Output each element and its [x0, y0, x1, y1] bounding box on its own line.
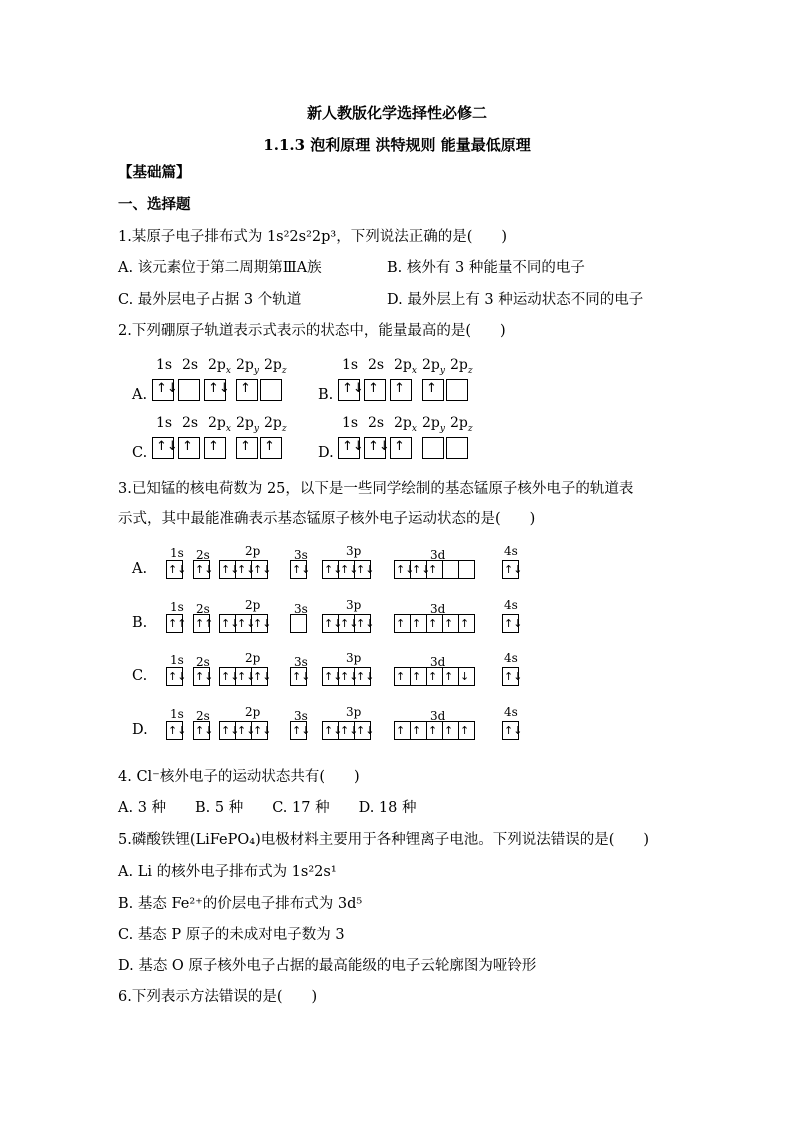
q3-orbital-box: [410, 614, 427, 633]
q3-orbital-box: [166, 560, 187, 579]
q3-orbital-box: [458, 667, 475, 686]
q3-orbital-label: 1s: [170, 653, 184, 667]
q2-orbital-label: $2p_y$: [236, 357, 259, 376]
q2-orbital-label: $2p_z$: [264, 415, 287, 434]
q3-stem-line1: 3.已知锰的核电荷数为 25，以下是一些同学绘制的基态锰原子核外电子的轨道表: [118, 481, 634, 497]
q3-orbital-box: [251, 614, 272, 633]
electron-arrow: ↑: [428, 563, 438, 576]
q2-option-letter: B.: [318, 387, 334, 403]
q3-orbital-box: [235, 560, 256, 579]
electron-arrow: ↑↓: [253, 563, 272, 576]
q3-orbital-label: 3p: [346, 705, 362, 719]
q3-orbital-box: [354, 614, 375, 633]
electron-arrow: ↑↓: [253, 724, 272, 737]
electron-arrow: ↑↑: [195, 617, 214, 630]
q3-orbital-box: [426, 560, 443, 579]
q3-orbital-box: [458, 721, 475, 740]
q2-orbital-label: $2p_y$: [236, 415, 259, 434]
q3-orbital-label: 2s: [196, 655, 210, 669]
q3-orbital-box: [458, 614, 475, 633]
q3-orbital-box: [442, 721, 459, 740]
q2-orbital-box: [152, 437, 178, 459]
electron-arrow: ↑↓: [292, 563, 311, 576]
q3-orbital-box: [290, 721, 311, 740]
electron-arrow: ↑↓: [168, 563, 187, 576]
electron-arrow: ↑↓: [156, 381, 178, 396]
q3-stem-line2: 示式，其中最能准确表示基态锰原子核外电子运动状态的是( ): [118, 511, 536, 527]
q3-orbital-label: 3d: [430, 655, 446, 669]
q3-orbital-box: [442, 667, 459, 686]
q3-orbital-label: 3d: [430, 548, 446, 562]
q3-orbital-box: [410, 721, 427, 740]
q2-orbital-label: $2p_z$: [264, 357, 287, 376]
q2-orbital-label: $2p_y$: [422, 357, 445, 376]
q2-orbital-box: [364, 379, 386, 401]
q3-orbital-label: 3p: [346, 544, 362, 558]
q3-orbital-box: [502, 560, 523, 579]
electron-arrow: ↑: [460, 724, 470, 737]
q2-orbital-label: 2s: [182, 415, 199, 431]
electron-arrow: ↑↓: [504, 724, 523, 737]
electron-arrow: ↑↓: [504, 563, 523, 576]
electron-arrow: ↑↓: [168, 670, 187, 683]
q2-orbital-box: [260, 437, 282, 459]
q2-stem: 2.下列硼原子轨道表示式表示的状态中，能量最高的是( ): [118, 323, 506, 339]
q3-orbital-label: 1s: [170, 707, 184, 721]
q3-orbital-box: [338, 560, 359, 579]
q3-orbital-label: 3s: [294, 548, 308, 562]
q3-orbital-box: [426, 614, 443, 633]
electron-arrow: ↑: [208, 439, 219, 454]
electron-arrow: ↑↓: [324, 563, 343, 576]
q3-orbital-label: 3s: [294, 655, 308, 669]
q3-orbital-box: [338, 614, 359, 633]
q3-orbital-box: [322, 721, 343, 740]
electron-arrow: ↑↓: [292, 724, 311, 737]
electron-arrow: ↑: [396, 670, 406, 683]
q3-orbital-box: [322, 667, 343, 686]
electron-arrow: ↑↓: [324, 724, 343, 737]
q3-orbital-label: 2s: [196, 709, 210, 723]
q2-orbital-box: [422, 437, 444, 459]
electron-arrow: ↑↓: [368, 439, 390, 454]
q2-orbital-label: 2s: [182, 357, 199, 373]
q2-orbital-box: [390, 379, 412, 401]
electron-arrow: ↑: [460, 617, 470, 630]
q3-orbital-box: [502, 614, 523, 633]
electron-arrow: ↑↓: [340, 563, 359, 576]
electron-arrow: ↑: [412, 724, 422, 737]
q2-orbital-box: [178, 379, 200, 401]
q3-orbital-box: [193, 614, 214, 633]
q3-orbital-box: [338, 667, 359, 686]
electron-arrow: ↑↓: [356, 724, 375, 737]
q3-orbital-box: [166, 614, 187, 633]
electron-arrow: ↑↓: [195, 724, 214, 737]
q3-orbital-box: [338, 721, 359, 740]
q4-stem: 4. Cl⁻核外电子的运动状态共有( ): [118, 769, 360, 785]
q5-option-c: C. 基态 P 原子的未成对电子数为 3: [118, 927, 345, 943]
q3-orbital-box: [502, 721, 523, 740]
q3-orbital-box: [219, 721, 240, 740]
q3-orbital-label: 4s: [504, 544, 518, 558]
electron-arrow: ↑↓: [253, 670, 272, 683]
electron-arrow: ↑↓: [356, 617, 375, 630]
section-tag: 【基础篇】: [118, 164, 191, 181]
electron-arrow: ↑↓: [292, 670, 311, 683]
q3-orbital-box: [394, 614, 411, 633]
q6-stem: 6.下列表示方法错误的是( ): [118, 989, 318, 1005]
q3-orbital-box: [251, 721, 272, 740]
q3-orbital-label: 3d: [430, 709, 446, 723]
q2-orbital-box: [364, 437, 390, 459]
electron-arrow: ↑↓: [237, 563, 256, 576]
q2-orbital-box: [446, 437, 468, 459]
q3-orbital-box: [219, 667, 240, 686]
q3-orbital-box: [410, 667, 427, 686]
q2-orbital-label: $2p_x$: [208, 415, 231, 434]
electron-arrow: ↑↓: [253, 617, 272, 630]
q2-orbital-label: $2p_x$: [394, 357, 417, 376]
q3-orbital-box: [219, 560, 240, 579]
q3-orbital-box: [193, 721, 214, 740]
electron-arrow: ↑: [412, 617, 422, 630]
q3-option-letter: A.: [132, 561, 148, 577]
q3-orbital-box: [219, 614, 240, 633]
q3-orbital-box: [322, 614, 343, 633]
q2-orbital-box: [178, 437, 200, 459]
electron-arrow: ↑↓: [396, 563, 415, 576]
electron-arrow: ↑↓: [208, 381, 230, 396]
q3-orbital-label: 2p: [245, 651, 261, 665]
q2-orbital-label: 2s: [368, 415, 385, 431]
q2-orbital-label: $2p_z$: [450, 357, 473, 376]
lesson-subtitle: 1.1.3 泡利原理 洪特规则 能量最低原理: [263, 136, 531, 154]
electron-arrow: ↑: [412, 670, 422, 683]
q3-orbital-label: 1s: [170, 546, 184, 560]
q2-orbital-label: 1s: [156, 357, 173, 373]
q3-option-letter: D.: [132, 722, 148, 738]
electron-arrow: ↑↑: [168, 617, 187, 630]
q1-option-a: A. 该元素位于第二周期第ⅢA族: [118, 260, 322, 276]
q2-orbital-box: [260, 379, 282, 401]
q2-orbital-box: [236, 437, 258, 459]
q4-options: A. 3 种 B. 5 种 C. 17 种 D. 18 种: [118, 800, 417, 816]
q2-orbital-box: [204, 379, 230, 401]
q3-option-letter: C.: [132, 668, 148, 684]
q2-orbital-label: $2p_x$: [394, 415, 417, 434]
q3-orbital-label: 2p: [245, 598, 261, 612]
q3-orbital-box: [290, 560, 311, 579]
q3-orbital-box: [410, 560, 431, 579]
q3-orbital-box: [394, 721, 411, 740]
q3-orbital-box: [354, 667, 375, 686]
q2-orbital-box: [204, 437, 226, 459]
electron-arrow: ↑: [428, 724, 438, 737]
q3-orbital-label: 3p: [346, 598, 362, 612]
q2-orbital-label: $2p_x$: [208, 357, 231, 376]
electron-arrow: ↑↓: [412, 563, 431, 576]
electron-arrow: ↑↓: [221, 670, 240, 683]
electron-arrow: ↑↓: [237, 670, 256, 683]
electron-arrow: ↑↓: [340, 617, 359, 630]
electron-arrow: ↑↓: [342, 381, 364, 396]
electron-arrow: ↑↓: [356, 563, 375, 576]
q3-orbital-box: [235, 667, 256, 686]
electron-arrow: ↑: [368, 381, 379, 396]
q3-orbital-box: [235, 614, 256, 633]
q3-orbital-box: [166, 667, 187, 686]
q3-orbital-box: [426, 667, 443, 686]
q3-orbital-label: 2s: [196, 548, 210, 562]
q2-orbital-box: [422, 379, 444, 401]
electron-arrow: ↑: [264, 439, 275, 454]
q3-orbital-box: [442, 614, 459, 633]
q3-orbital-box: [193, 560, 214, 579]
q1-stem: 1.某原子电子排布式为 1s²2s²2p³，下列说法正确的是( ): [118, 229, 508, 245]
q2-orbital-label: 1s: [342, 357, 359, 373]
q3-orbital-label: 4s: [504, 705, 518, 719]
q3-orbital-box: [166, 721, 187, 740]
q2-orbital-box: [152, 379, 178, 401]
q3-orbital-box: [290, 614, 307, 633]
q1-option-d: D. 最外层上有 3 种运动状态不同的电子: [387, 292, 644, 308]
electron-arrow: ↑: [240, 381, 251, 396]
electron-arrow: ↑↓: [237, 617, 256, 630]
q5-stem: 5.磷酸铁锂(LiFePO₄)电极材料主要用于各种锂离子电池。下列说法错误的是( ): [118, 832, 650, 848]
q3-orbital-box: [442, 560, 459, 579]
q3-orbital-box: [426, 721, 443, 740]
electron-arrow: ↑: [394, 381, 405, 396]
electron-arrow: ↑↓: [356, 670, 375, 683]
q2-orbital-label: 2s: [368, 357, 385, 373]
q3-orbital-label: 4s: [504, 598, 518, 612]
electron-arrow: ↓: [460, 670, 470, 683]
q3-orbital-label: 4s: [504, 651, 518, 665]
q3-option-letter: B.: [132, 615, 148, 631]
q1-option-b: B. 核外有 3 种能量不同的电子: [387, 260, 585, 276]
q2-orbital-box: [446, 379, 468, 401]
electron-arrow: ↑↓: [237, 724, 256, 737]
electron-arrow: ↑: [396, 724, 406, 737]
electron-arrow: ↑↓: [221, 617, 240, 630]
q3-orbital-box: [394, 667, 411, 686]
q2-orbital-label: 1s: [156, 415, 173, 431]
q3-orbital-box: [458, 560, 475, 579]
q3-orbital-box: [290, 667, 311, 686]
electron-arrow: ↑↓: [195, 670, 214, 683]
q3-orbital-box: [354, 721, 375, 740]
q3-orbital-label: 3s: [294, 602, 308, 616]
q3-orbital-label: 3d: [430, 602, 446, 616]
electron-arrow: ↑: [396, 617, 406, 630]
q3-orbital-box: [502, 667, 523, 686]
electron-arrow: ↑: [428, 617, 438, 630]
electron-arrow: ↑: [182, 439, 193, 454]
q3-orbital-label: 2p: [245, 544, 261, 558]
q3-orbital-label: 2p: [245, 705, 261, 719]
doc-title: 新人教版化学选择性必修二: [306, 104, 487, 122]
electron-arrow: ↑↓: [156, 439, 178, 454]
q3-orbital-label: 1s: [170, 600, 184, 614]
q2-orbital-box: [236, 379, 258, 401]
electron-arrow: ↑↓: [342, 439, 364, 454]
q2-orbital-label: 1s: [342, 415, 359, 431]
electron-arrow: ↑↓: [221, 563, 240, 576]
q3-orbital-box: [322, 560, 343, 579]
q3-orbital-box: [394, 560, 415, 579]
q5-option-b: B. 基态 Fe²⁺的价层电子排布式为 3d⁵: [118, 896, 363, 912]
q3-orbital-box: [354, 560, 375, 579]
electron-arrow: ↑↓: [340, 724, 359, 737]
q2-option-letter: C.: [132, 445, 148, 461]
electron-arrow: ↑↓: [195, 563, 214, 576]
electron-arrow: ↑: [426, 381, 437, 396]
q3-orbital-box: [251, 560, 272, 579]
electron-arrow: ↑: [394, 439, 405, 454]
electron-arrow: ↑: [428, 670, 438, 683]
electron-arrow: ↑↓: [504, 617, 523, 630]
electron-arrow: ↑↓: [221, 724, 240, 737]
q5-option-a: A. Li 的核外电子排布式为 1s²2s¹: [118, 864, 337, 880]
q2-option-letter: D.: [318, 445, 334, 461]
q2-orbital-label: $2p_y$: [422, 415, 445, 434]
q3-orbital-box: [251, 667, 272, 686]
section-heading: 一、选择题: [118, 196, 191, 213]
electron-arrow: ↑↓: [340, 670, 359, 683]
electron-arrow: ↑: [444, 724, 454, 737]
q2-orbital-box: [390, 437, 412, 459]
electron-arrow: ↑: [444, 670, 454, 683]
q3-orbital-box: [193, 667, 214, 686]
q3-orbital-label: 2s: [196, 602, 210, 616]
q3-orbital-label: 3s: [294, 709, 308, 723]
electron-arrow: ↑↓: [324, 670, 343, 683]
electron-arrow: ↑↓: [324, 617, 343, 630]
q2-option-letter: A.: [132, 387, 148, 403]
q3-orbital-label: 3p: [346, 651, 362, 665]
q2-orbital-box: [338, 379, 364, 401]
q2-orbital-label: $2p_z$: [450, 415, 473, 434]
electron-arrow: ↑↓: [504, 670, 523, 683]
q1-option-c: C. 最外层电子占据 3 个轨道: [118, 292, 302, 308]
q3-orbital-box: [235, 721, 256, 740]
q5-option-d: D. 基态 O 原子核外电子占据的最高能级的电子云轮廓图为哑铃形: [118, 958, 537, 974]
electron-arrow: ↑↓: [168, 724, 187, 737]
electron-arrow: ↑: [240, 439, 251, 454]
q2-orbital-box: [338, 437, 364, 459]
electron-arrow: ↑: [444, 617, 454, 630]
